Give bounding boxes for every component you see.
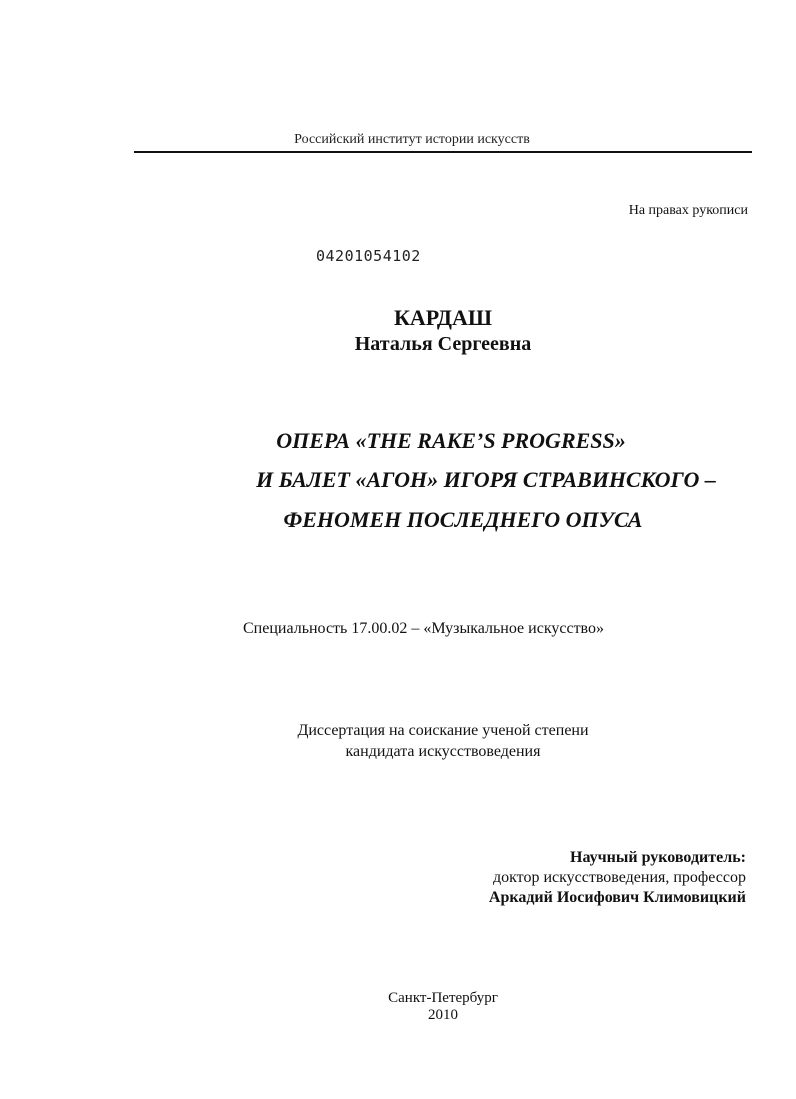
supervisor-degree: доктор искусствоведения, профессор <box>492 869 746 886</box>
dissertation-line-1: Диссертация на соискание ученой степени <box>297 722 589 739</box>
catalog-code: 04201054102 <box>316 247 421 265</box>
year: 2010 <box>428 1007 458 1023</box>
header-divider <box>134 151 752 153</box>
title-line-3: ФЕНОМЕН ПОСЛЕДНЕГО ОПУСА <box>283 507 643 532</box>
author-name: Наталья Сергеевна <box>354 333 532 355</box>
city: Санкт-Петербург <box>388 990 498 1006</box>
supervisor-label: Научный руководитель: <box>570 849 746 866</box>
title-line-1: ОПЕРА «THE RAKE’S PROGRESS» <box>276 428 626 453</box>
supervisor-name: Аркадий Иосифович Климовицкий <box>488 889 746 906</box>
rights-note: На правах рукописи <box>628 203 748 218</box>
institute-name: Российский институт истории искусств <box>294 132 530 147</box>
title-line-2: И БАЛЕТ «АГОН» ИГОРЯ СТРАВИНСКОГО – <box>256 467 716 492</box>
specialty: Специальность 17.00.02 – «Музыкальное искусство» <box>243 620 604 637</box>
author-surname: КАРДАШ <box>393 305 493 330</box>
dissertation-line-2: кандидата искусствоведения <box>345 743 541 760</box>
